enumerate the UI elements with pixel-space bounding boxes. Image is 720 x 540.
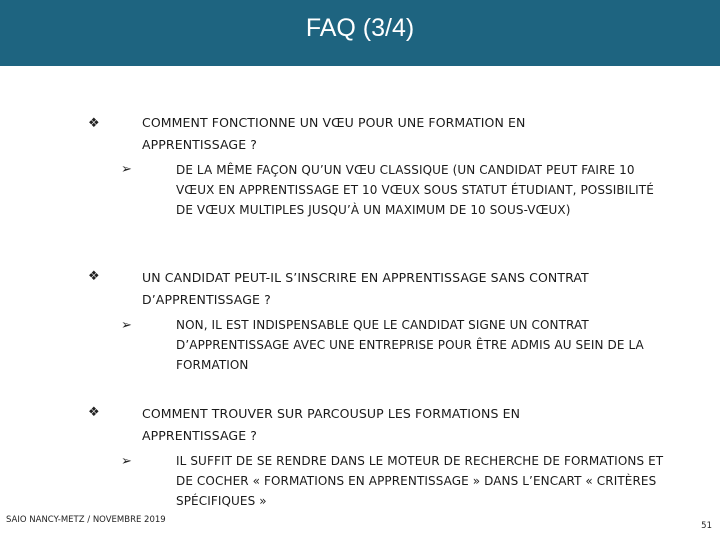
title-bar — [0, 0, 720, 66]
faq-answer-3: IL SUFFIT DE SE RENDRE DANS LE MOTEUR DE RECHERCHE DE FORMATIONS ET DE COCHER « FORMATIONS EN APPRENTISSAGE » DANS L’ENCART « CRITÈRES SPÉCIFIQUES » — [176, 454, 664, 508]
arrow-bullet-icon: ➢ — [121, 454, 132, 469]
page-title: FAQ (3/4) — [305, 14, 415, 42]
diamond-bullet-icon: ❖ — [88, 405, 100, 420]
faq-answer-2: NON, IL EST INDISPENSABLE QUE LE CANDIDAT SIGNE UN CONTRAT D’APPRENTISSAGE AVEC UNE ENTREPRISE POUR ÊTRE ADMIS AU SEIN DE LA FORMATION — [176, 318, 644, 372]
diamond-bullet-icon: ❖ — [88, 269, 100, 284]
faq-answer-1: DE LA MÊME FAÇON QU’UN VŒU CLASSIQUE (UN CANDIDAT PEUT FAIRE 10 VŒUX EN APPRENTISSAGE ET 10 VŒUX SOUS STATUT ÉTUDIANT, POSSIBILITÉ DE VŒUX MULTIPLES JUSQU’À UN MAXIMUM DE 10 SOUS-VŒUX) — [176, 163, 654, 217]
faq-question-3: COMMENT TROUVER SUR PARCOUSUP LES FORMATIONS EN APPRENTISSAGE ? — [142, 406, 521, 443]
arrow-bullet-icon: ➢ — [121, 162, 132, 177]
page-number: 51 — [701, 521, 712, 531]
faq-question-1: COMMENT FONCTIONNE UN VŒU POUR UNE FORMATION EN APPRENTISSAGE ? — [142, 115, 526, 152]
diamond-bullet-icon: ❖ — [88, 116, 100, 131]
footer-source: SAIO NANCY-METZ / NOVEMBRE 2019 — [6, 515, 166, 525]
faq-question-2: UN CANDIDAT PEUT-IL S’INSCRIRE EN APPRENTISSAGE SANS CONTRAT D’APPRENTISSAGE ? — [142, 270, 589, 307]
arrow-bullet-icon: ➢ — [121, 318, 132, 333]
